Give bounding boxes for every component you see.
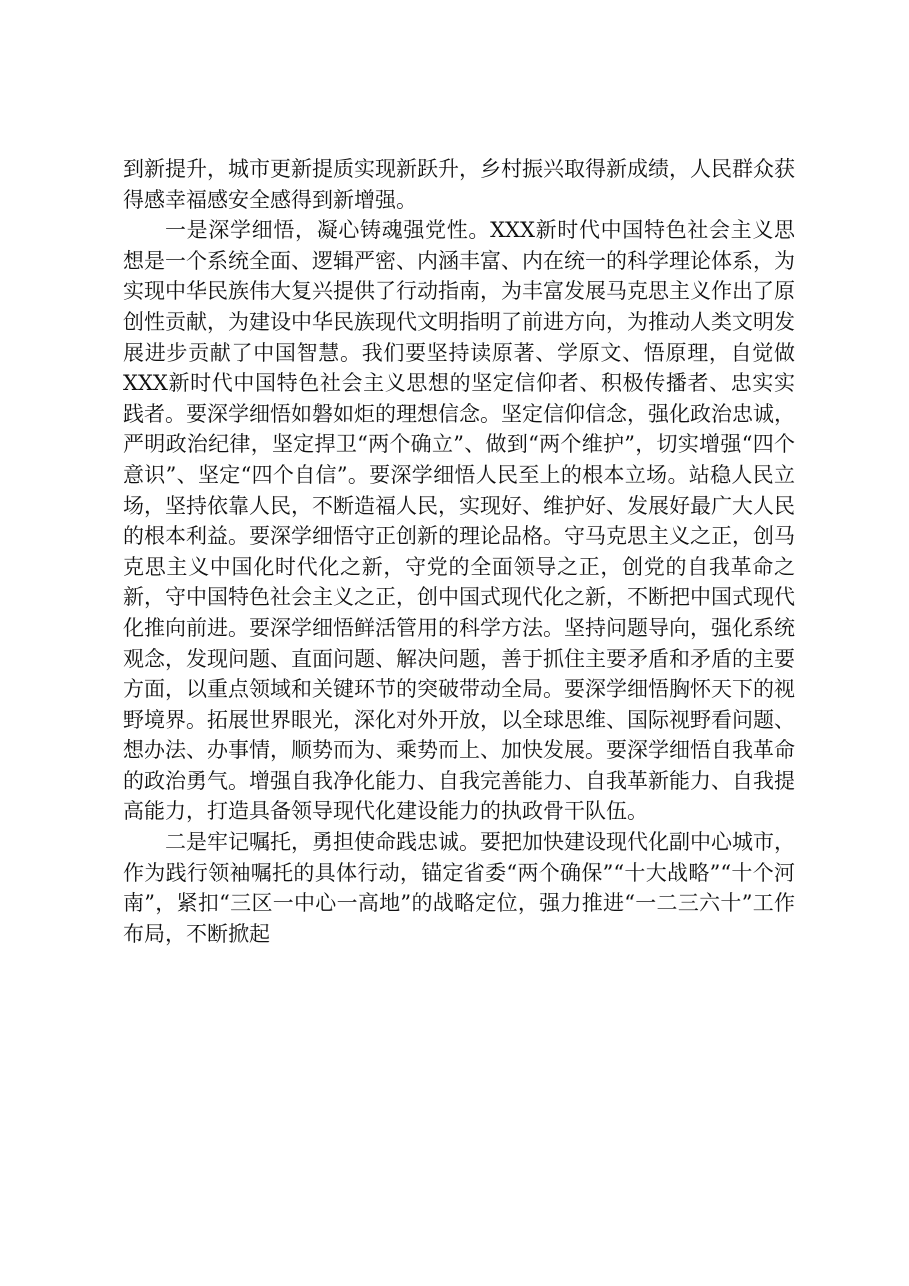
paragraph-mission: 二是牢记嘱托，勇担使命践忠诚。要把加快建设现代化副中心城市，作为践行领袖嘱托的具体行动，锚定省委“两个确保”“十大战略”“十个河南”，紧扣“三区一中心一高地”的战略定位，强力推进“一二三六十”工作布局，不断掀起 [123,830,795,946]
paragraph-study-thought: 一是深学细悟，凝心铸魂强党性。XXX新时代中国特色社会主义思想是一个系统全面、逻辑严密、内涵丰富、内在统一的科学理论体系，为实现中华民族伟大复兴提供了行动指南，为丰富发展马克思主义作出了原创性贡献，为建设中华民族现代文明指明了前进方向，为推动人类文明发展进步贡献了中国智慧。我们要坚持读原著、学原文、悟原理，自觉做XXX新时代中国特色社会主义思想的坚定信仰者、积极传播者、忠实实践者。要深学细悟如磐如炬的理想信念。坚定信仰信念，强化政治忠诚，严明政治纪律，坚定捍卫“两个确立”、做到“两个维护”，切实增强“四个意识”、坚定“四个自信”。要深学细悟人民至上的根本立场。站稳人民立场，坚持依靠人民，不断造福人民，实现好、维护好、发展好最广大人民的根本利益。要深学细悟守正创新的理论品格。守马克思主义之正，创马克思主义中国化时代化之新，守党的全面领导之正，创党的自我革命之新，守中国特色社会主义之正，创中国式现代化之新，不断把中国式现代化推向前进。要深学细悟鲜活管用的科学方法。坚持问题导向，强化系统观念，发现问题、直面问题、解决问题，善于抓住主要矛盾和矛盾的主要方面，以重点领域和关键环节的突破带动全局。要深学细悟胸怀天下的视野境界。拓展世界眼光，深化对外开放，以全球思维、国际视野看问题、想办法、办事情，顺势而为、乘势而上、加快发展。要深学细悟自我革命的政治勇气。增强自我净化能力、自我完善能力、自我革新能力、自我提高能力，打造具备领导现代化建设能力的执政骨干队伍。 [123,218,795,824]
document-body [123,154,795,949]
paragraph-continuation: 到新提升，城市更新提质实现新跃升，乡村振兴取得新成绩，人民群众获得感幸福感安全感得到新增强。 [123,157,795,212]
